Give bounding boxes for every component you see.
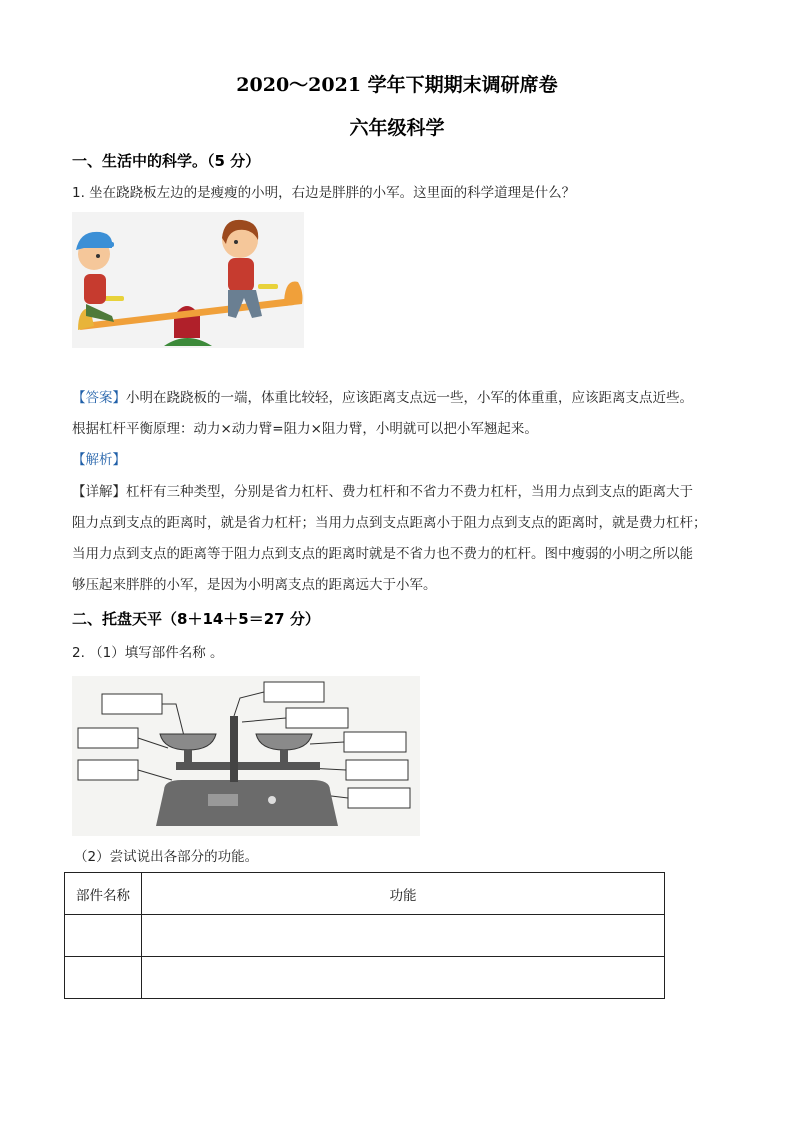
cell-part-name[interactable] (65, 957, 142, 999)
seesaw-illustration (72, 212, 304, 348)
cell-function[interactable] (142, 915, 665, 957)
right-pan-support (280, 750, 288, 764)
table-row (65, 915, 665, 957)
label-box-right-4[interactable] (348, 788, 410, 808)
answer-tag: 【答案】 (72, 390, 126, 406)
question-1: 1. 坐在跷跷板左边的是瘦瘦的小明，右边是胖胖的小军。这里面的科学道理是什么？ (72, 185, 576, 201)
detail-line-1: 杠杆有三种类型，分别是省力杠杆、费力杠杆和不省力不费力杠杆，当用力点到支点的距离大于 (126, 484, 693, 500)
right-handle (258, 284, 278, 289)
question-2-part-2: （2）尝试说出各部分的功能。 (74, 849, 259, 865)
answer-line-1: 小明在跷跷板的一端，体重比较轻，应该距离支点远一些，小军的体重重，应该距离支点近些。 (126, 390, 693, 406)
label-box-right-2[interactable] (344, 732, 406, 752)
detail-line-4: 够压起来胖胖的小军，是因为小明离支点的距离远大于小军。 (72, 577, 437, 593)
balance-nut (268, 796, 276, 804)
section-1-heading: 一、生活中的科学。（5 分） (72, 152, 261, 170)
label-box-top[interactable] (264, 682, 324, 702)
label-box-left-2[interactable] (78, 728, 138, 748)
detail-paragraph (72, 477, 724, 508)
scale-beam (176, 762, 320, 770)
balance-scale-diagram (72, 676, 420, 836)
detail-tag: 【详解】 (72, 484, 126, 500)
question-2-part-1: 2. （1）填写部件名称 。 (72, 645, 224, 661)
scale-pointer-post (230, 716, 238, 782)
detail-line-2: 阻力点到支点的距离时，就是省力杠杆；当用力点到支点距离小于阻力点到支点的距离时，就是费力杠杆； (72, 515, 707, 531)
label-box-right-3[interactable] (346, 760, 408, 780)
scale-base (156, 780, 338, 826)
cell-part-name[interactable] (65, 915, 142, 957)
cell-function[interactable] (142, 957, 665, 999)
table-header-row (65, 873, 665, 915)
page-subtitle: 六年级科学 (349, 117, 445, 139)
header-part-name: 部件名称 (65, 873, 142, 915)
section-2-heading: 二、托盘天平（8＋14＋5＝27 分） (72, 610, 320, 628)
left-pan-support (184, 750, 192, 764)
answer-line-2: 根据杠杆平衡原理：动力×动力臂=阻力×阻力臂，小明就可以把小军翘起来。 (72, 421, 538, 437)
label-box-left-1[interactable] (102, 694, 162, 714)
label-box-right-1[interactable] (286, 708, 348, 728)
table-row (65, 957, 665, 999)
scale-plate (208, 794, 238, 806)
answer-table (64, 872, 665, 999)
analysis-tag: 【解析】 (72, 452, 126, 468)
detail-line-3: 当用力点到支点的距离等于阻力点到支点的距离时就是不省力也不费力的杠杆。图中瘦弱的小明之所以能 (72, 546, 693, 562)
label-box-left-3[interactable] (78, 760, 138, 780)
header-function: 功能 (142, 873, 665, 915)
answer-paragraph (72, 383, 724, 414)
page-title: 2020～2021 学年下期期末调研席卷 (236, 74, 558, 96)
